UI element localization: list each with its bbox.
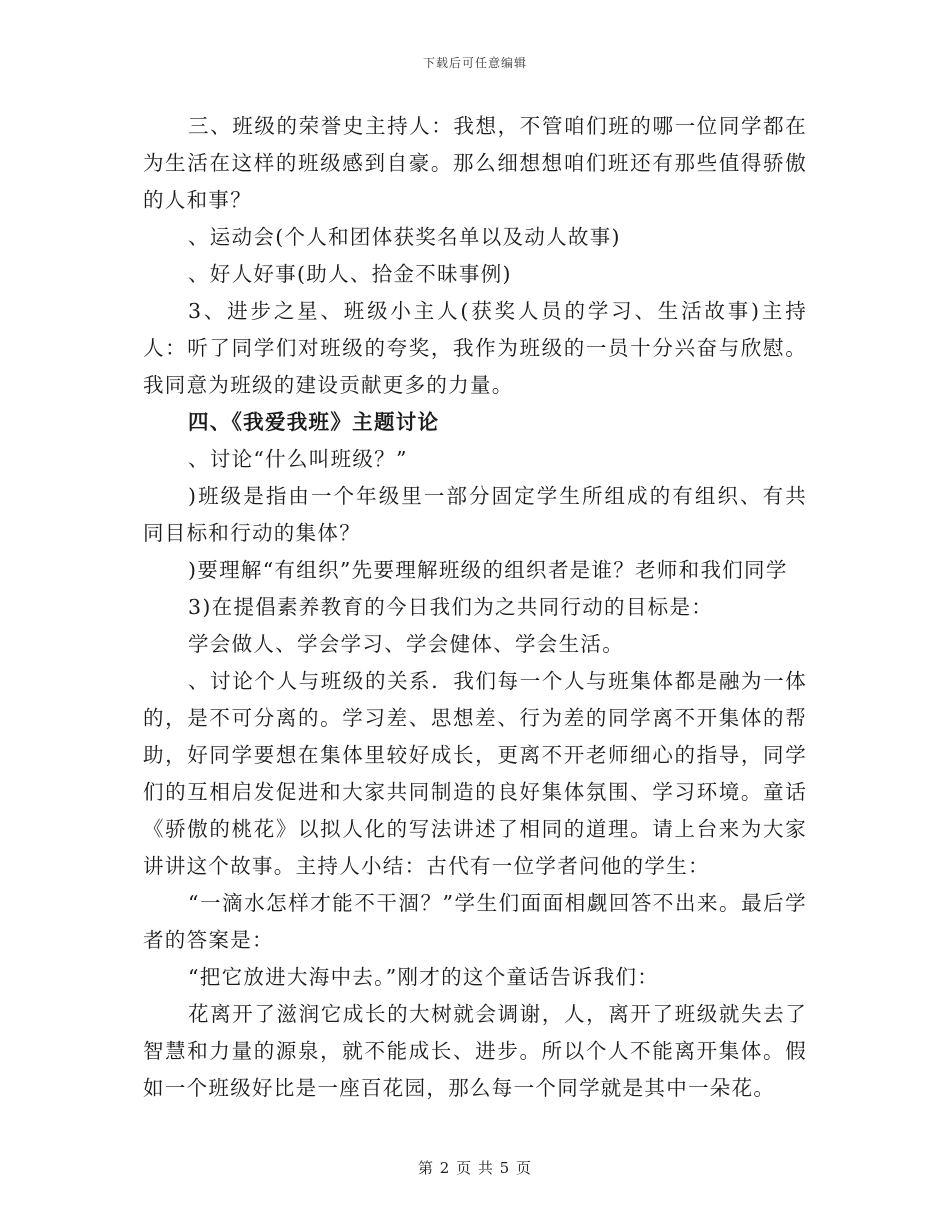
paragraph-organized: )要理解“有组织”先要理解班级的组织者是谁？老师和我们同学 (188, 558, 788, 582)
paragraph-progress-star: 3、进步之星、班级小主人(获奖人员的学习、生活故事)主持人：听了同学们对班级的夸奖，我作为班级的一员十分兴奋与欣慰。我同意为班级的建设贡献更多的力量。 (143, 299, 807, 397)
page-number: 第 2 页 共 5 页 (418, 1159, 532, 1177)
paragraph-learn-four: 学会做人、学会学习、学会健体、学会生活。 (188, 632, 624, 656)
paragraph-common-goal: 3)在提倡素养教育的今日我们为之共同行动的目标是： (188, 595, 714, 619)
paragraph-what-is-class: 、讨论“什么叫班级？” (188, 447, 408, 471)
paragraph-flower-conclusion: 花离开了滋润它成长的大树就会调谢，人，离开了班级就失去了智慧和力量的源泉，就不能成长、进步。所以个人不能离开集体。假如一个班级好比是一座百花园，那么每一个同学就是其中一朵花。 (143, 1002, 807, 1100)
paragraph-good-deeds: 、好人好事(助人、拾金不昧事例) (188, 262, 512, 286)
paragraph-water-drop: “一滴水怎样才能不干涸？”学生们面面相觑回答不出来。最后学者的答案是： (143, 891, 807, 952)
document-body (143, 108, 807, 1107)
paragraph-honor-history: 三、班级的荣誉史主持人：我想，不管咱们班的哪一位同学都在为生活在这样的班级感到自豪。那么细想想咱们班还有那些值得骄傲的人和事？ (143, 114, 807, 212)
paragraph-individual-class: 、讨论个人与班级的关系．我们每一个人与班集体都是融为一体的，是不可分离的。学习差、思想差、行为差的同学离不开集体的帮助，好同学要想在集体里较好成长，更离不开老师细心的指导，同学们的互相启发促进和大家共同制造的良好集体氛围、学习环境。童话《骄傲的桃花》以拟人化的写法讲述了相同的道理。请上台来为大家讲讲这个故事。主持人小结：古代有一位学者问他的学生： (143, 669, 807, 878)
paragraph-sea-answer: “把它放进大海中去。”刚才的这个童话告诉我们： (188, 965, 660, 989)
section-heading-discussion: 四、《我爱我班》主题讨论 (188, 410, 440, 434)
paragraph-sports-meet: 、运动会(个人和团体获奖名单以及动人故事) (188, 225, 621, 249)
page-header: 下载后可任意编辑 (422, 56, 527, 70)
paragraph-class-definition: )班级是指由一个年级里一部分固定学生所组成的有组织、有共同目标和行动的集体？ (143, 484, 807, 545)
